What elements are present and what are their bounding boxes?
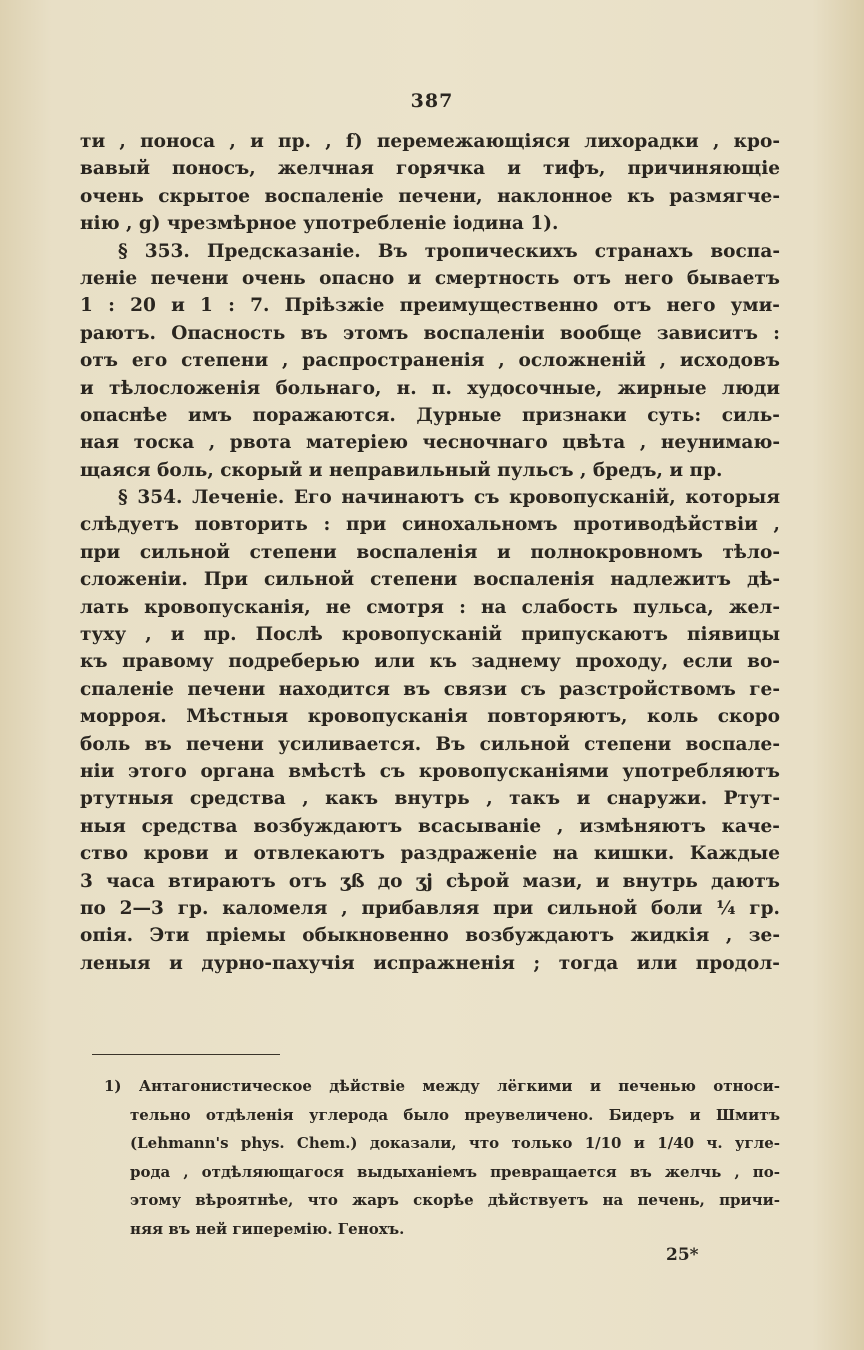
text-line: опаснѣе имъ поражаются. Дурные признаки суть: силь- bbox=[80, 404, 780, 426]
footnote-line: (Lehmann's phys. Chem.) доказали, что только 1/10 и 1/40 ч. угле- bbox=[130, 1134, 780, 1152]
text-line: слѣдуетъ повторить : при синохальномъ противодѣйствіи , bbox=[80, 514, 780, 536]
footnote bbox=[104, 1072, 780, 1243]
text-line: къ правому подреберью или къ заднему проходу, если во- bbox=[80, 651, 780, 673]
text-line: боль въ печени усиливается. Въ сильной степени воспале- bbox=[80, 733, 780, 755]
text-line: морроя. Мѣстныя кровопусканія повторяютъ, коль скоро bbox=[80, 706, 780, 728]
section-354-heading-line: § 354. Леченіе. Его начинаютъ съ кровопусканій, которыя bbox=[118, 487, 780, 509]
page-number: 387 bbox=[410, 90, 454, 112]
text-line: ніи этого органа вмѣстѣ съ кровопусканіями употребляютъ bbox=[80, 760, 780, 782]
text-line: отъ его степени , распространенія , осложненій , исходовъ bbox=[80, 350, 780, 372]
text-line: лать кровопусканія, не смотря : на слабость пульса, жел- bbox=[80, 596, 780, 618]
text-line: ство крови и отвлекаютъ раздраженіе на кишки. Каждые bbox=[80, 843, 780, 865]
footnote-line: 1) Антагонистическое дѣйствіе между лёгкими и печенью относи- bbox=[104, 1077, 780, 1095]
section-353-heading-line: § 353. Предсказаніе. Въ тропическихъ странахъ воспа- bbox=[118, 240, 780, 262]
footnote-line: тельно отдѣленія углерода было преувеличено. Бидеръ и Шмитъ bbox=[130, 1105, 780, 1124]
footnote-line: няя въ ней гиперемію. Генохъ. bbox=[130, 1219, 405, 1238]
text-line: нію , g) чрезмѣрное употребленіе іодина 1). bbox=[80, 213, 559, 235]
text-line: ная тоска , рвота матеріею чесночнаго цвѣта , неунимаю- bbox=[80, 432, 780, 454]
text-line: туху , и пр. Послѣ кровопусканій припускаютъ піявицы bbox=[80, 624, 780, 646]
text-line: опія. Эти пріемы обыкновенно возбуждаютъ жидкія , зе- bbox=[80, 925, 780, 947]
footnote-divider bbox=[92, 1054, 280, 1055]
text-line: щаяся боль, скорый и неправильный пульсъ , бредъ, и пр. bbox=[80, 459, 723, 481]
text-line: очень скрытое воспаленіе печени, наклонное къ размягче- bbox=[80, 185, 780, 207]
text-line: 1 : 20 и 1 : 7. Пріѣзжіе преимущественно отъ него уми- bbox=[80, 295, 780, 317]
text-line: леныя и дурно-пахучія испражненія ; тогда или продол- bbox=[80, 952, 780, 974]
text-line: сложеніи. При сильной степени воспаленія надлежитъ дѣ- bbox=[80, 569, 780, 591]
text-line: ныя средства возбуждаютъ всасываніе , измѣняютъ каче- bbox=[80, 815, 780, 837]
text-line: по 2—3 гр. каломеля , прибавляя при сильной боли ¼ гр. bbox=[80, 897, 780, 919]
text-line: раютъ. Опасность въ этомъ воспаленіи вообще зависитъ : bbox=[80, 322, 780, 344]
text-line: леніе печени очень опасно и смертность отъ него бываетъ bbox=[80, 267, 780, 289]
footnote-line: этому вѣроятнѣе, что жаръ скорѣе дѣйствуетъ на печень, причи- bbox=[130, 1191, 780, 1209]
body-text bbox=[80, 128, 780, 977]
text-line: ртутныя средства , какъ внутрь , такъ и снаружи. Ртут- bbox=[80, 788, 780, 810]
text-line: и тѣлосложенія больнаго, н. п. худосочные, жирные люди bbox=[80, 377, 780, 399]
text-line: вавый поносъ, желчная горячка и тифъ, причиняющіе bbox=[80, 158, 780, 180]
text-line: 3 часа втираютъ отъ ʒß до ʒj сѣрой мази, и внутрь даютъ bbox=[80, 870, 780, 892]
text-line: ти , поноса , и пр. , f) перемежающіяся лихорадки , кро- bbox=[80, 131, 780, 152]
printer-signature: 25* bbox=[666, 1245, 699, 1265]
text-line: при сильной степени воспаленія и полнокровномъ тѣло- bbox=[80, 541, 780, 563]
text-line: спаленіе печени находится въ связи съ разстройствомъ ге- bbox=[80, 678, 780, 700]
footnote-line: рода , отдѣляющагося выдыханіемъ превращается въ желчь , по- bbox=[130, 1162, 780, 1181]
